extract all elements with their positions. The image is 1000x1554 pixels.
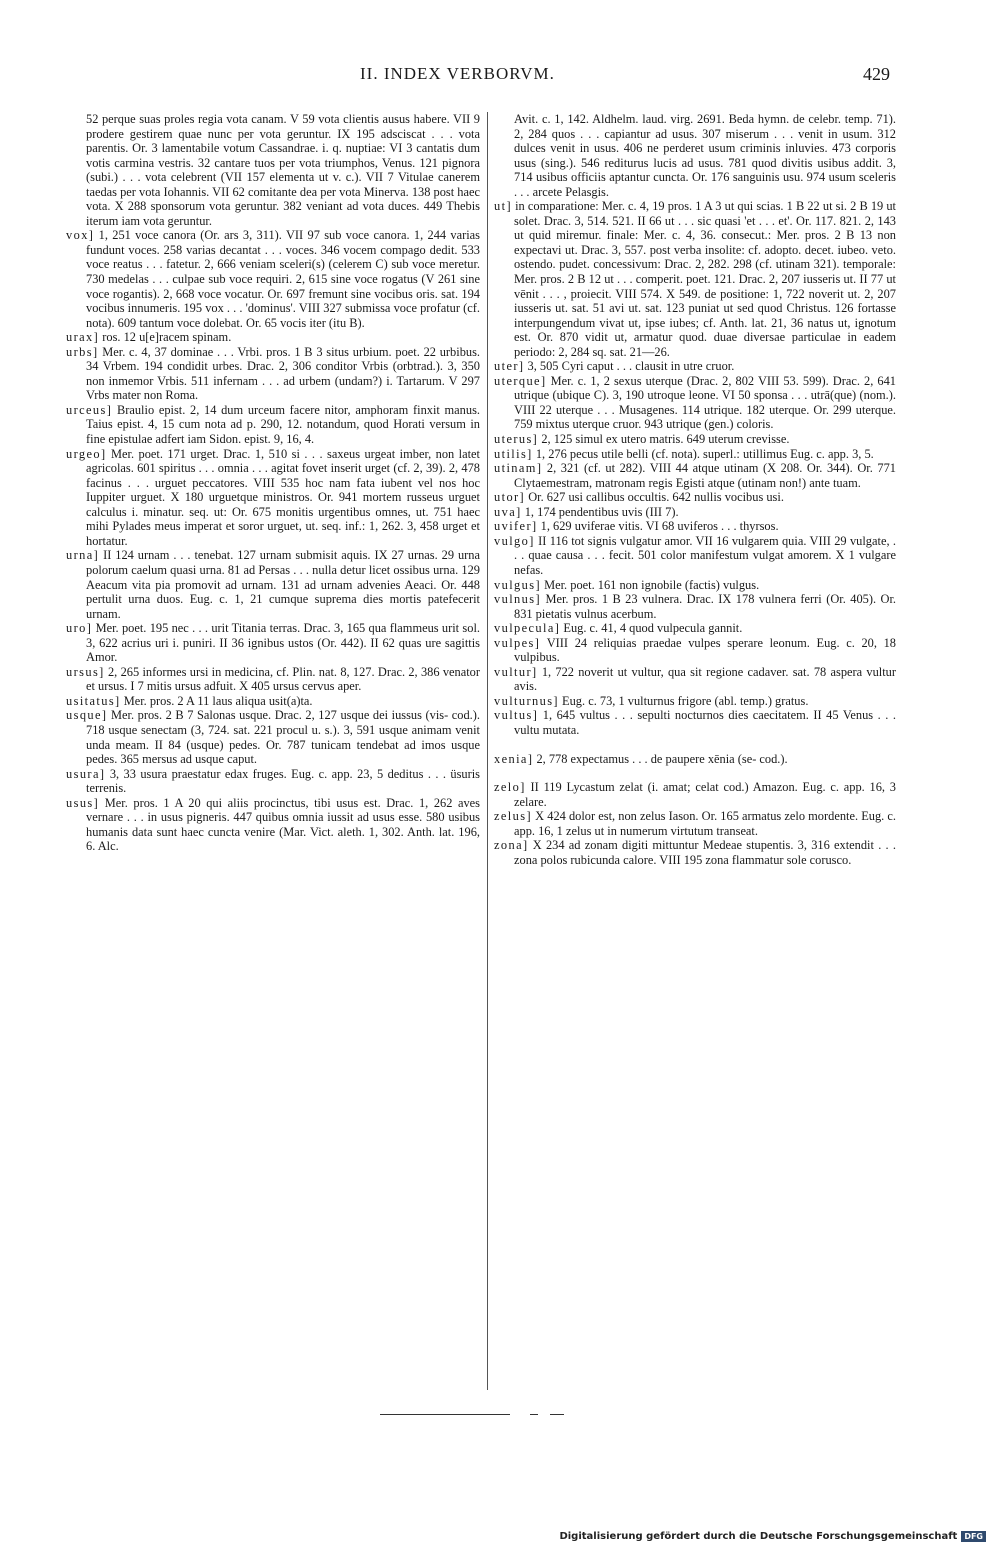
entry-lemma: uvifer] <box>494 519 538 534</box>
index-entry <box>66 708 480 766</box>
right-column <box>494 112 896 867</box>
entry-text: 1, 276 pecus utile belli (cf. nota). superl.: utillimus Eug. c. app. 3, 5. <box>535 446 874 461</box>
entry-lemma: uter] <box>494 359 525 374</box>
entry-text: Mer. pros. 1 B 23 vulnera. Drac. IX 178 vulnera ferri (Or. 405). Or. 831 pietatis vulnus acerbum. <box>514 592 896 621</box>
index-entry <box>494 374 896 432</box>
index-entry <box>494 838 896 867</box>
entry-text: VIII 24 reliquias praedae vulpes sperare leonum. Eug. c. 20, 18 vulpibus. <box>514 635 897 665</box>
entry-text: Braulio epist. 2, 14 dum urceum facere nitor, amphoram finxit manus. Taius epist. 4, 15 cum nota ad p. 290, 12. notandum, quod Horati versum in fine epistulae adfert iam Sidon. epist. 9, 16, 4. <box>86 402 480 447</box>
entry-lemma: vox] <box>66 228 95 243</box>
index-entry <box>66 548 480 621</box>
entry-lemma: vultus] <box>494 708 539 723</box>
entry-lemma: uro] <box>66 621 93 636</box>
entry-lemma: urgeo] <box>66 446 107 461</box>
page-number: 429 <box>863 64 890 84</box>
index-entry <box>494 199 896 359</box>
index-entry <box>494 636 896 665</box>
entry-text: 1, 174 pendentibus uvis (III 7). <box>524 504 679 519</box>
entry-text: Mer. poet. 171 urget. Drac. 1, 510 si . . . saxeus urgeat imber, non latet agricolas. 601 spiritus . . . omnia . . . agitat fovet inserit urget (cf. 2, 39). 2, 478 facinus . . . urguet peccatores. VIII 535 hoc nam fata iubent vel nos hoc Iuppiter urguet. X 180 urguetque ministros. Or. 941 mortem russeus urguet calculus i. minatur. seq. ut: Or. 675 monitis urgentibus omnes, ut. 751 haec mihi Pylades meus imperat et soror urguet, ut. seq. inf.: 1, 262. 3, 458 urget et hortatur. <box>86 446 480 548</box>
entry-text: II 116 tot signis vulgatur amor. VII 16 vulgarem quia. VIII 29 vulgate, . . . quae causa . . . fecit. 501 color manifestum vulgat amorem. X 1 vulgare nefas. <box>514 533 896 577</box>
end-rule <box>380 1410 580 1420</box>
index-entry <box>66 345 480 403</box>
footer-text: Digitalisierung gefördert durch die Deutsche Forschungsgemeinschaft <box>559 1531 958 1542</box>
entry-text: 2, 778 expectamus . . . de paupere xēnia (se- cod.). <box>536 751 788 766</box>
entry-lemma: usura] <box>66 766 106 781</box>
entry-text: X 234 ad zonam digiti mittuntur Medeae stupentis. 3, 316 extendit . . . zona polos rubicunda calore. VIII 195 zona flammatur sole corusco. <box>514 838 896 867</box>
index-entry <box>494 519 896 534</box>
entry-lemma: ursus] <box>66 664 105 679</box>
index-entry <box>66 796 480 854</box>
entry-text: in comparatione: Mer. c. 4, 19 pros. 1 A 3 ut qui scias. 1 B 22 ut si. 2 B 19 ut solet. Drac. 3, 514. 521. II 66 ut . . . sic quasi 'et . . . et'. Or. 117. 821. 2, 143 ut quid miremur. finale: Mer. c. 4, 36. consecut.: Mer. pros. 2 B 13 non expectavi ut. Drac. 3, 557. post verba insolite: cf. adopto. decet. iubeo. veto. ostendo. pudet. concessivum: Drac. 2, 282. 298 (cf. utinam 321). temporale: Mer. pros. 2 B 12 ut . . . comperit. poet. 121. Drac. 2, 207 iusseris ut. II 77 ut vēnit . . . , proiecit. VIII 574. X 549. de positione: 1, 722 noverit ut. 2, 207 iusseris ut. sat. 51 avi ut. sat. 123 puniat ut sed quod Christus. 126 fortasse interpungendum vivat ut, ipse iubes; cf. Anth. lat. 21, 36 natus ut, ignotum est. Or. 870 vidit ut, armatur quod. duae diversae particulae in eadem periodo: 2, 284 sq. sat. 21—26. <box>514 199 897 359</box>
entry-text: 2, 321 (cf. ut 282). VIII 44 atque utinam (X 208. Or. 344). Or. 771 Clytaemestram, matronam regis Egisti atque (utinam non!) ante tuam. <box>514 461 896 490</box>
entry-lemma: zona] <box>494 838 529 853</box>
entry-text: Avit. c. 1, 142. Aldhelm. laud. virg. 2691. Beda hymn. de celebr. temp. 71). 2, 284 quos . . . capiantur ad usus. 307 miserum . . . venit in usum. 312 dulces venit in usus. 406 ne perderet usum criminis inluvies. 473 corporis usus (sing.). 546 rediturus lucis ad usus. 781 quod divitis usibus addit. 3, 714 usibus officiis aptantur cuncta. Or. 176 sanguinis usu. 974 usum sceleris . . . arcete Pelasgis. <box>514 112 896 199</box>
entry-text: II 124 urnam . . . tenebat. 127 urnam submisit aquis. IX 27 urnas. 29 urna polorum caelum quasi urna. 81 ad Persas . . . nulla detur licet ossibus urna. 129 Aeacum vita pia promovit ad urnam. 131 ad urnam advenies Aeaci. Or. 448 pertulit urna duos. Eug. c. 1, 21 cumque suprema dies mortis patefecerit urnam. <box>86 548 480 621</box>
entry-text: 2, 265 informes ursi in medicina, cf. Plin. nat. 8, 127. Drac. 2, 386 venator et ursus. I 7 mitis ursus adfuit. X 405 ursus cervus aper. <box>86 664 480 694</box>
index-entry <box>494 578 896 593</box>
entry-text: Mer. c. 4, 37 dominae . . . Vrbi. pros. 1 B 3 situs urbium. poet. 22 urbibus. 34 Vrbem. 194 condidit urbes. Drac. 2, 306 conditor Vrbis (orbtrad.). 3, 350 non inmemor Vrbis. 511 infernam . . . ad urbem (undam?) i. Tartarum. V 297 Vrbs mater non Roma. <box>86 344 480 403</box>
entry-text: X 424 dolor est, non zelus Iason. Or. 165 armatus zelo mordente. Eug. c. app. 16, 1 zelus ut in numerum virtutum transeat. <box>514 809 896 838</box>
entry-text: 3, 33 usura praestatur edax fruges. Eug. c. app. 23, 5 deditus . . . üsuris terrenis. <box>86 766 480 796</box>
entry-text: 1, 251 voce canora (Or. ars 3, 311). VII 97 sub voce canora. 1, 244 varias fundunt voces. 258 varias decantat . . . voces. 346 vocem compago dedit. 533 voce reatus . . . fatetur. 2, 666 veniam sceleri(s) (celerem C) sub voce meretur. 730 medelas . . . culpae sub voce requiri. 2, 615 sine voce rogatus (V 261 sine voce rogantis). 2, 668 voce vocatur. Or. 697 fremunt sine vocibus oris. sat. 194 vocibus innumeris. 195 vox . . . 'dominus'. VIII 327 submissa voce profatur (cf. nota). 609 tantum voce dolebat. Or. 65 vocis iter (itu B). <box>86 228 480 330</box>
index-entry <box>494 621 896 636</box>
footer-credit <box>559 1531 986 1542</box>
entry-lemma: vulgus] <box>494 577 541 592</box>
index-entry <box>66 112 480 228</box>
entry-lemma: vultur] <box>494 664 538 679</box>
index-entry <box>494 534 896 578</box>
entry-lemma: vulnus] <box>494 592 541 607</box>
entry-lemma: vulgo] <box>494 533 535 548</box>
index-entry <box>494 447 896 462</box>
entry-text: Mer. poet. 195 nec . . . urit Titania terras. Drac. 3, 165 qua flammeus urit sol. 3, 622 acrius uri i. puniri. II 36 ignibus ustos (Or. 442). II 62 quas ure sagittis Amor. <box>86 621 480 665</box>
index-entry <box>494 809 896 838</box>
index-entry <box>66 403 480 447</box>
entry-text: 2, 125 simul ex utero matris. 649 uterum crevisse. <box>541 432 790 447</box>
entry-lemma: urna] <box>66 548 100 563</box>
column-divider <box>487 112 488 1390</box>
entry-text: Or. 627 usi callibus occultis. 642 nullis vocibus usi. <box>528 490 784 505</box>
entry-text: Mer. poet. 161 non ignobile (factis) vulgus. <box>544 577 760 592</box>
left-column <box>66 112 480 854</box>
index-entry <box>66 447 480 549</box>
index-entry <box>494 359 896 374</box>
index-entry <box>494 708 896 737</box>
entry-lemma: zelus] <box>494 809 532 824</box>
entry-lemma: vulpes] <box>494 635 541 650</box>
dfg-logo: DFG <box>961 1531 986 1542</box>
entry-lemma: vulpecula] <box>494 621 561 636</box>
entry-text: Mer. pros. 1 A 20 qui aliis procinctus, tibi usus est. Drac. 1, 262 aves vernare . . . in usus pigneris. 447 quibus omnia iussit ad usus esse. 580 usibus humanis data sunt haec cuncta venire (Mar. Vict. aleth. 1, 302. Anth. lat. 196, 6. Alc. <box>86 795 480 854</box>
entry-text: 1, 645 vultus . . . sepulti nocturnos dies caecitatem. II 45 Venus . . . vultu mutata. <box>514 708 896 737</box>
entry-lemma: uterus] <box>494 432 539 447</box>
entry-lemma: uterque] <box>494 373 547 388</box>
entry-lemma: vulturnus] <box>494 693 559 708</box>
entry-lemma: uva] <box>494 504 522 519</box>
index-entry <box>66 330 480 345</box>
entry-text: II 119 Lycastum zelat (i. amat; celat cod.) Amazon. Eug. c. app. 16, 3 zelare. <box>514 780 896 809</box>
entry-text: 1, 722 noverit ut vultur, qua sit regione cadaver. sat. 78 aspera vultur avis. <box>514 664 897 694</box>
entry-lemma: zelo] <box>494 780 526 795</box>
index-entry <box>494 592 896 621</box>
index-entry <box>494 112 896 199</box>
entry-lemma: utilis] <box>494 446 533 461</box>
index-entry <box>494 780 896 809</box>
entry-lemma: usitatus] <box>66 693 121 708</box>
index-entry <box>66 767 480 796</box>
index-entry <box>494 694 896 709</box>
index-entry <box>494 432 896 447</box>
entry-lemma: utinam] <box>494 461 543 476</box>
entry-text: ros. 12 u[e]racem spinam. <box>102 330 232 345</box>
entry-lemma: urbs] <box>66 344 99 359</box>
entry-lemma: utor] <box>494 490 526 505</box>
page-header <box>100 64 890 94</box>
entry-text: Eug. c. 73, 1 vulturnus frigore (abl. temp.) gratus. <box>562 693 809 708</box>
index-entry <box>494 752 896 767</box>
index-entry <box>494 505 896 520</box>
entry-text: Eug. c. 41, 4 quod vulpecula gannit. <box>563 621 743 636</box>
entry-text: Mer. c. 1, 2 sexus uterque (Drac. 2, 802 VIII 53. 599). Drac. 2, 641 utrique (ubique C). 3, 190 utroque leone. VI 50 sponsa . . . utrā(que) (nom.). VIII 22 uterque . . . Musagenes. 114 utrique. 182 uterque. Or. 299 uterque. 759 mixtus uterque cruor. 943 utrique (gen.) coloris. <box>514 373 896 432</box>
index-entry <box>66 694 480 709</box>
index-entry <box>494 490 896 505</box>
entry-text: Mer. pros. 2 A 11 laus aliqua usit(a)ta. <box>123 693 313 708</box>
index-entry <box>66 621 480 665</box>
entry-text: 3, 505 Cyri caput . . . clausit in utre cruor. <box>527 359 735 374</box>
index-entry <box>494 461 896 490</box>
entry-text: Mer. pros. 2 B 7 Salonas usque. Drac. 2, 127 usque dei iussus (vis- cod.). 718 usque senectam (3, 724. sat. 221 procul u. s.). 3, 591 usque animam venit unda meam. II 84 (usque) pedes. Or. 787 tunicam tendebat ad imos usque pedes. 365 mersus ad usque caput. <box>86 708 480 767</box>
entry-lemma: xenia] <box>494 751 534 766</box>
entry-lemma: urceus] <box>66 402 113 417</box>
entry-text: 52 perque suas proles regia vota canam. V 59 vota clientis ausus habere. VII 9 prodere gestirem quae nunc per vota geruntur. IX 195 adsciscat . . . vota parentis. Or. 3 lamentabile votum Cassandrae. i. q. nuptiae: VI 3 cantatis dum votis carmina vestris. 32 cantare tuos per vota triumphos, Venus. 121 pignora (subi.) . . . vota celebrent (VII 157 elementa ut v. c.). VII 7 Vitulae canerem taedas per vota Iohannis. VII 62 comitante dea per vota Minerva. 138 post haec vota. X 288 sponsorum vota geruntur. 382 veniant ad vota duces. 449 Thebis iterum iam vota geruntur. <box>86 112 480 228</box>
index-entry <box>66 665 480 694</box>
entry-lemma: usque] <box>66 708 108 723</box>
entry-lemma: ut] <box>494 199 512 214</box>
index-entry <box>66 228 480 330</box>
index-entry <box>494 665 896 694</box>
entry-text: 1, 629 uviferae vitis. VI 68 uviferos . . . thyrsos. <box>540 519 779 534</box>
entry-lemma: usus] <box>66 795 100 810</box>
entry-lemma: urax] <box>66 330 100 345</box>
running-title: II. INDEX VERBORVM. <box>360 64 555 83</box>
